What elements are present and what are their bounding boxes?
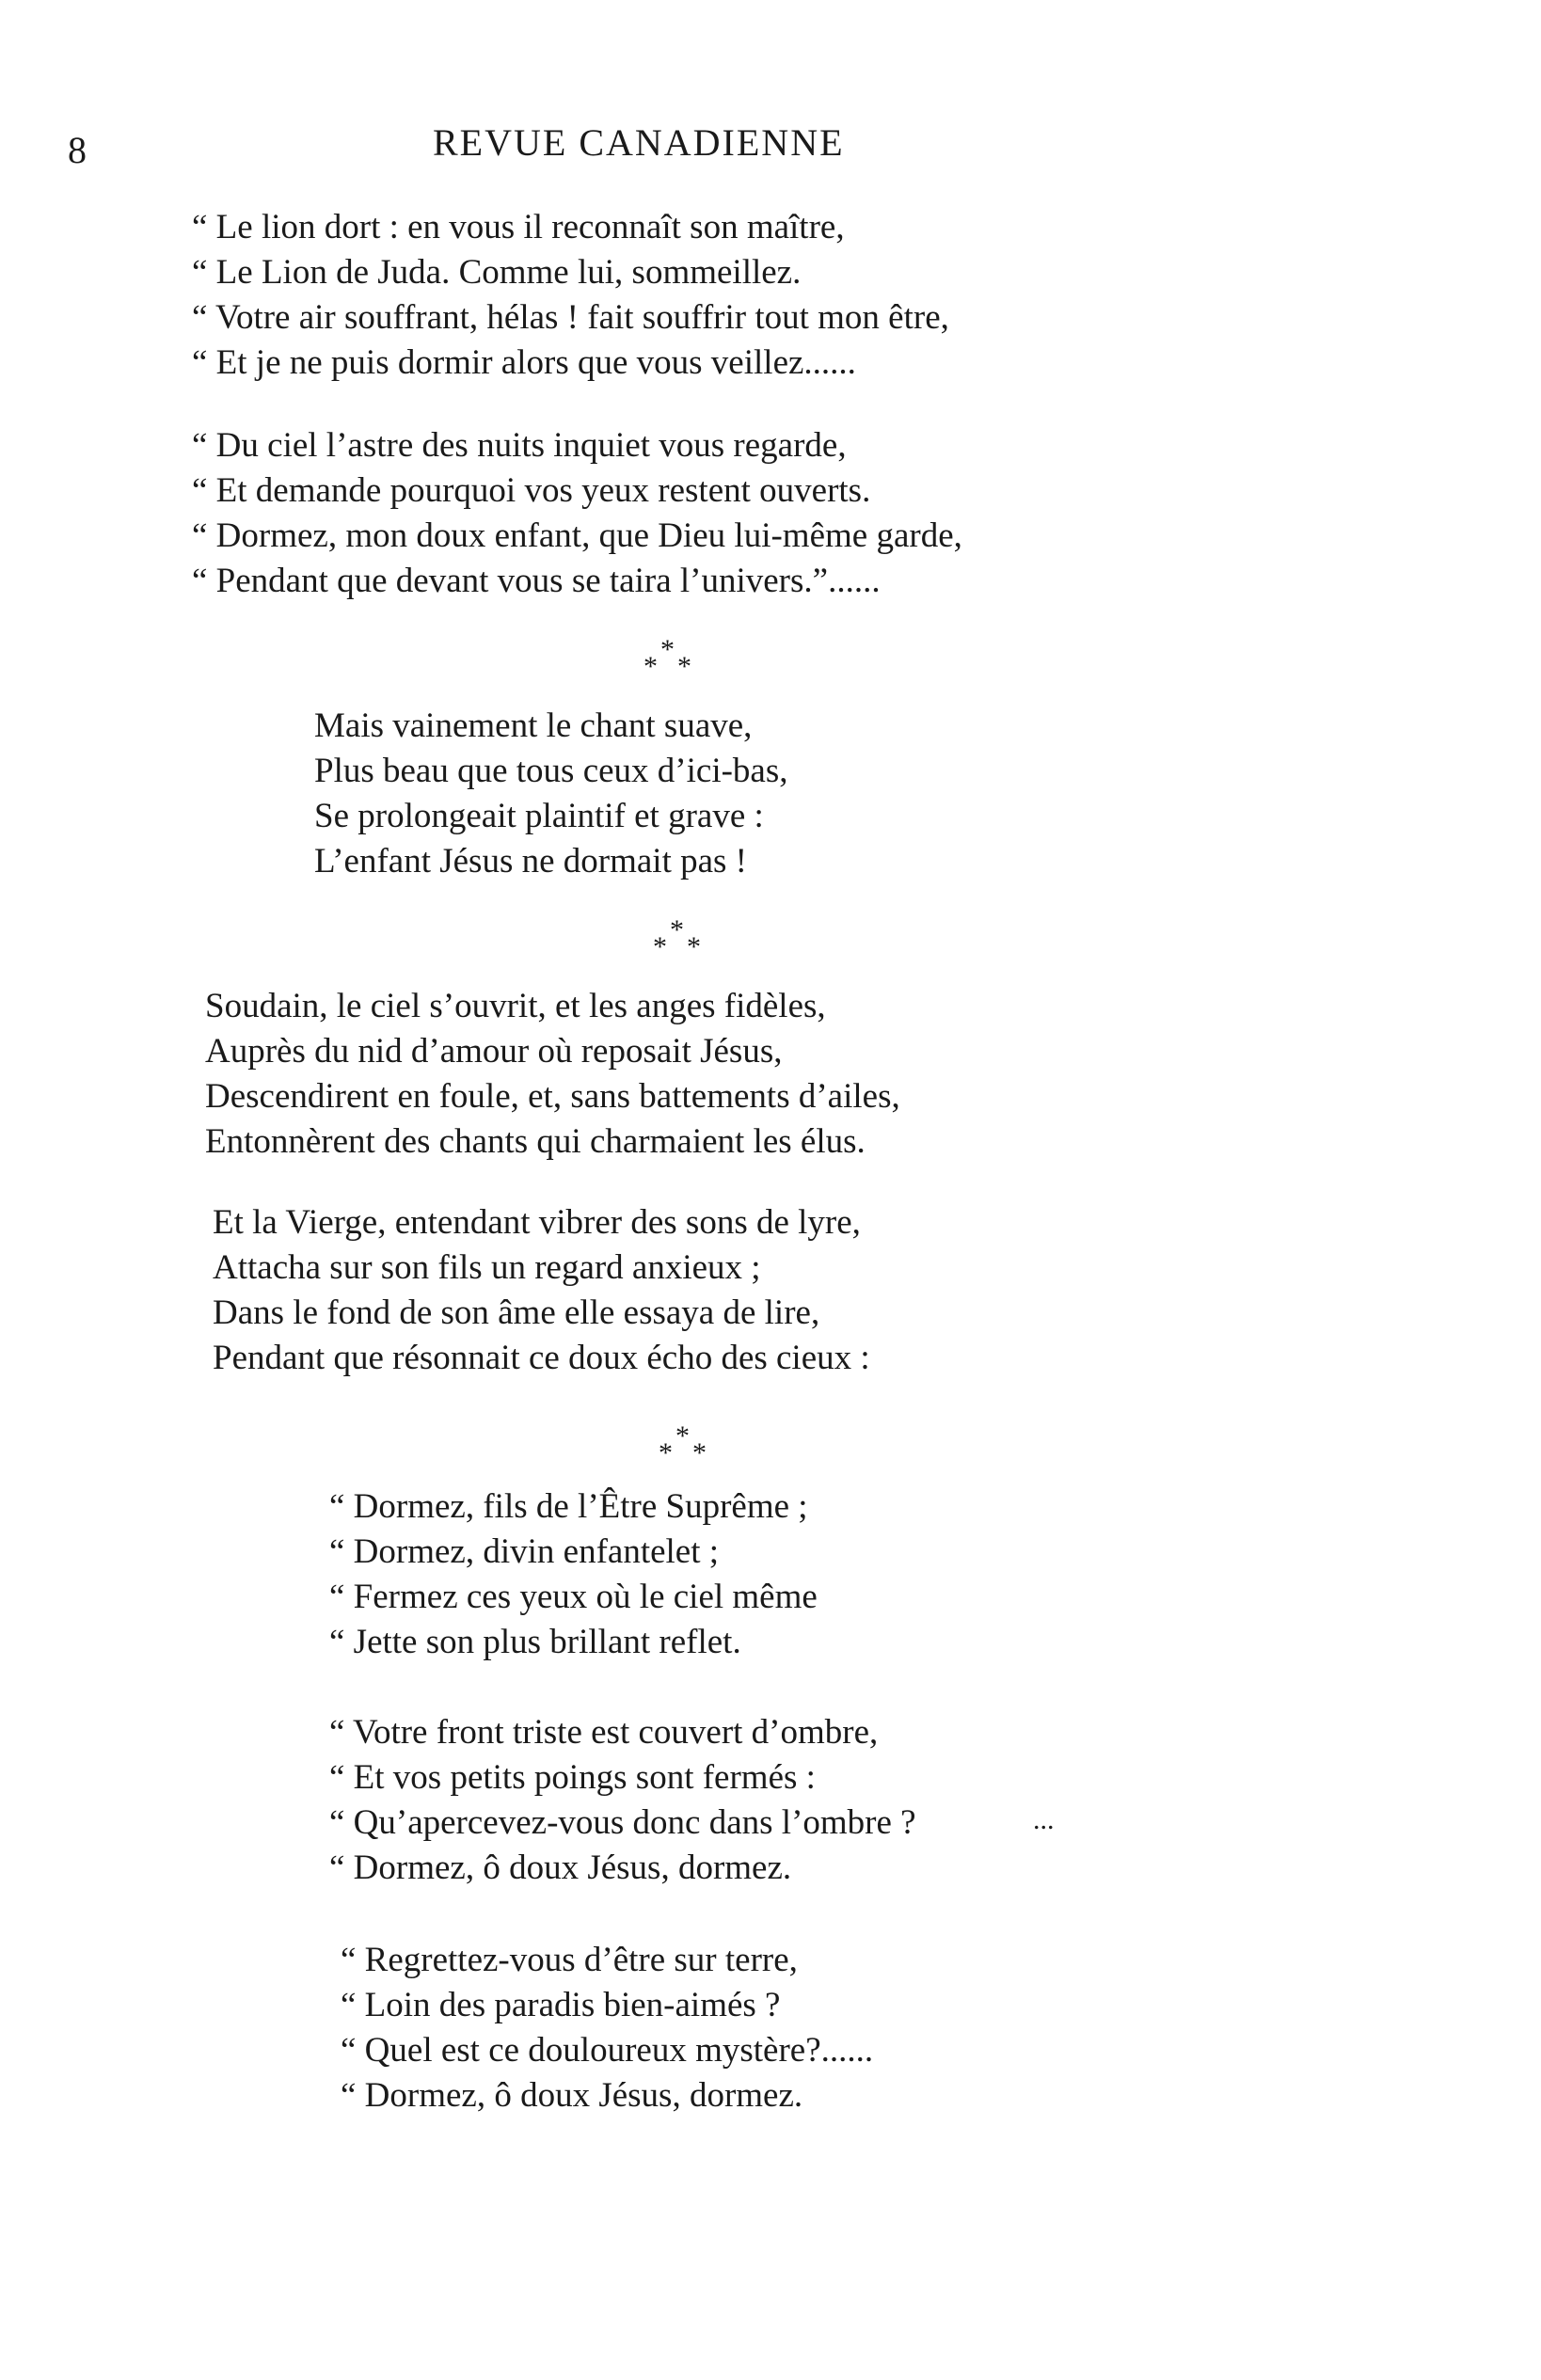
stray-ellipsis: ...	[1033, 1804, 1055, 1835]
page-number: 8	[68, 129, 87, 171]
verse-line: “ Votre front triste est couvert d’ombre,	[329, 1713, 879, 1752]
verse-line: “ Dormez, fils de l’Être Suprême ;	[329, 1487, 808, 1526]
stanza-8	[341, 1938, 873, 2118]
verse-line: “ Dormez, ô doux Jésus, dormez.	[329, 1848, 792, 1887]
verse-line: “ Quel est ce douloureux mystère?......	[341, 2031, 874, 2070]
asterism-star: *	[692, 1437, 707, 1468]
asterism-divider	[655, 1422, 721, 1469]
verse-line: “ Dormez, mon doux enfant, que Dieu lui-même garde,	[192, 516, 962, 555]
verse-line: Soudain, le ciel s’ouvrit, et les anges fidèles,	[205, 987, 826, 1025]
verse-line: Plus beau que tous ceux d’ici-bas,	[314, 752, 788, 790]
verse-line: Pendant que résonnait ce doux écho des cieux :	[213, 1339, 870, 1377]
stanza-7	[329, 1710, 916, 1891]
verse-line: “ Et je ne puis dormir alors que vous veillez......	[192, 343, 856, 382]
asterism-star: *	[659, 1437, 673, 1468]
verse-line: “ Loin des paradis bien-aimés ?	[341, 1986, 781, 2024]
verse-line: Attacha sur son fils un regard anxieux ;	[213, 1248, 761, 1287]
running-head: REVUE CANADIENNE	[433, 121, 845, 164]
asterism-divider	[649, 916, 715, 963]
asterism-star: *	[670, 914, 684, 945]
verse-line: “ Et vos petits poings sont fermés :	[329, 1758, 816, 1797]
verse-line: Entonnèrent des chants qui charmaient les élus.	[205, 1122, 866, 1161]
verse-line: “ Du ciel l’astre des nuits inquiet vous regarde,	[192, 426, 847, 465]
stanza-6	[329, 1484, 818, 1665]
verse-line: Mais vainement le chant suave,	[314, 706, 753, 745]
verse-line: “ Pendant que devant vous se taira l’univers.”......	[192, 562, 881, 600]
asterism-star: *	[643, 651, 658, 682]
verse-line: “ Qu’apercevez-vous donc dans l’ombre ?	[329, 1803, 916, 1842]
asterism-star: *	[677, 651, 691, 682]
verse-line: Dans le fond de son âme elle essaya de lire,	[213, 1293, 820, 1332]
verse-line: “ Fermez ces yeux où le ciel même	[329, 1578, 818, 1616]
verse-line: L’enfant Jésus ne dormait pas !	[314, 842, 747, 881]
asterism-star: *	[675, 1420, 690, 1452]
verse-line: “ Votre air souffrant, hélas ! fait souffrir tout mon être,	[192, 298, 949, 337]
verse-line: “ Regrettez-vous d’être sur terre,	[341, 1941, 798, 1979]
stanza-2	[192, 423, 962, 604]
asterism-star: *	[687, 931, 701, 962]
stanza-3	[314, 704, 788, 884]
verse-line: “ Dormez, ô doux Jésus, dormez.	[341, 2076, 803, 2115]
asterism-star: *	[660, 634, 675, 665]
asterism-star: *	[653, 931, 667, 962]
verse-line: “ Le Lion de Juda. Comme lui, sommeillez.	[192, 253, 802, 292]
stanza-5	[213, 1200, 870, 1381]
verse-line: “ Et demande pourquoi vos yeux restent ouverts.	[192, 471, 871, 510]
verse-line: Descendirent en foule, et, sans battements d’ailes,	[205, 1077, 900, 1116]
asterism-divider	[640, 636, 706, 683]
verse-line: Et la Vierge, entendant vibrer des sons de lyre,	[213, 1203, 861, 1242]
verse-line: Auprès du nid d’amour où reposait Jésus,	[205, 1032, 783, 1071]
verse-line: “ Jette son plus brillant reflet.	[329, 1623, 741, 1661]
verse-line: “ Dormez, divin enfantelet ;	[329, 1532, 720, 1571]
verse-line: Se prolongeait plaintif et grave :	[314, 797, 764, 835]
stanza-4	[205, 984, 900, 1165]
stanza-1	[192, 205, 949, 386]
verse-line: “ Le lion dort : en vous il reconnaît son maître,	[192, 208, 845, 246]
